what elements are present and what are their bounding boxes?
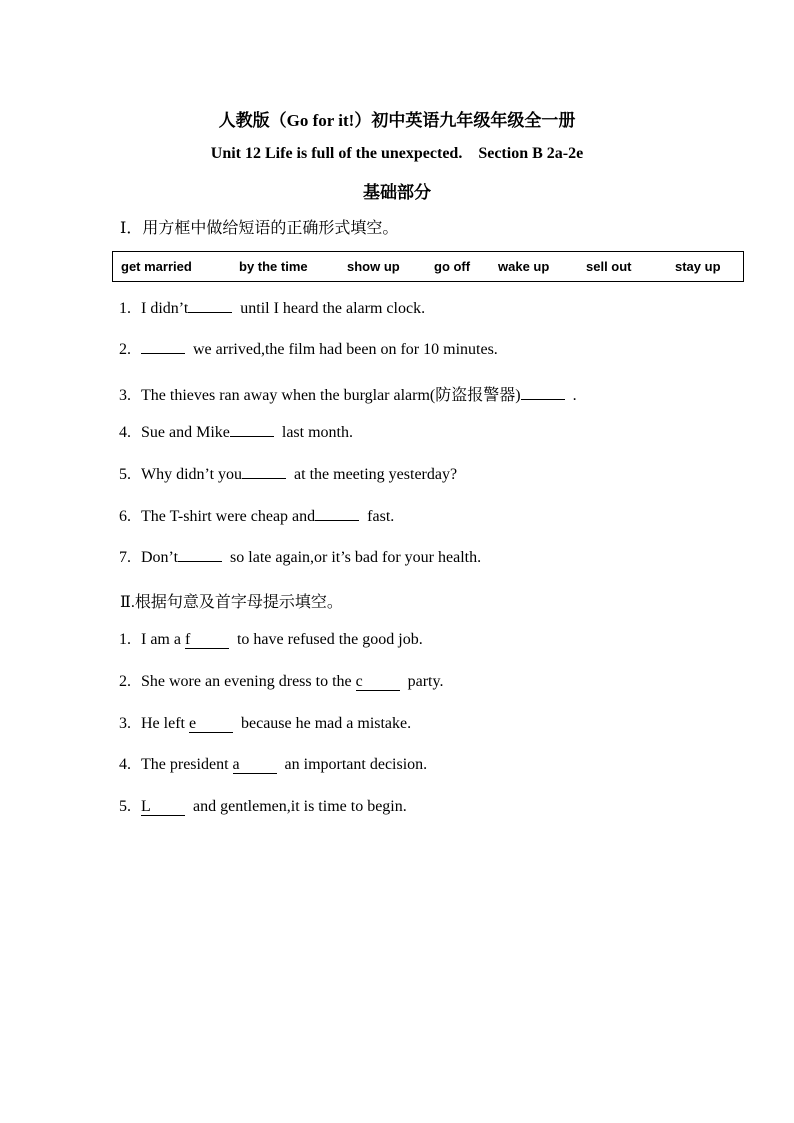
question-text-before: The T-shirt were cheap and bbox=[141, 508, 316, 525]
question-text-after: so late again,or it’s bad for your health. bbox=[230, 549, 482, 566]
question-number: 7. bbox=[119, 549, 131, 566]
question-number: 5. bbox=[119, 466, 131, 483]
phrase-item: go off bbox=[434, 259, 471, 274]
section1-instruction: Ⅰ．用方框中做给短语的正确形式填空。 bbox=[120, 220, 399, 237]
question-number: 3. bbox=[119, 715, 131, 732]
question-text-after: because he mad a mistake. bbox=[240, 715, 412, 732]
question-number: 3. bbox=[119, 387, 131, 404]
question-item bbox=[119, 423, 353, 442]
question-text-after: an important decision. bbox=[284, 756, 428, 773]
question-text-before: The thieves ran away when the burglar alarm(防盗报警器) bbox=[141, 387, 521, 404]
question-number: 2. bbox=[119, 673, 131, 690]
question-item bbox=[119, 798, 407, 816]
answer-blank[interactable] bbox=[141, 340, 185, 354]
phrase-item: sell out bbox=[586, 259, 632, 274]
question-text-before: He left bbox=[141, 715, 185, 732]
question-text-after: fast. bbox=[367, 508, 395, 525]
phrase-item: stay up bbox=[675, 259, 721, 274]
question-text-after: party. bbox=[407, 673, 444, 690]
question-text-before: Why didn’t you bbox=[141, 466, 243, 483]
question-text-after: to have refused the good job. bbox=[236, 631, 423, 648]
question-text-before: She wore an evening dress to the bbox=[141, 673, 352, 690]
question-item bbox=[119, 548, 481, 567]
question-text-after: . bbox=[572, 387, 577, 404]
letter-hint-blank[interactable]: e bbox=[189, 715, 233, 733]
unit-subtitle: Unit 12 Life is full of the unexpected. Section B 2a-2e bbox=[210, 145, 584, 162]
phrase-item: wake up bbox=[498, 259, 550, 274]
answer-blank[interactable] bbox=[242, 465, 286, 479]
phrase-box bbox=[112, 251, 744, 282]
question-item bbox=[119, 715, 411, 733]
question-item bbox=[119, 507, 394, 526]
answer-blank[interactable] bbox=[178, 548, 222, 562]
question-text-before: Sue and Mike bbox=[141, 424, 230, 441]
question-number: 6. bbox=[119, 508, 131, 525]
answer-blank[interactable] bbox=[230, 423, 274, 437]
question-item bbox=[119, 756, 427, 774]
question-number: 5. bbox=[119, 798, 131, 815]
question-text-after: at the meeting yesterday? bbox=[294, 466, 458, 483]
part-heading: 基础部分 bbox=[363, 183, 431, 202]
phrase-item: get married bbox=[121, 259, 192, 274]
question-text-after: last month. bbox=[281, 424, 353, 441]
question-item bbox=[119, 673, 443, 691]
letter-hint-blank[interactable]: c bbox=[356, 673, 400, 691]
question-text-before: I am a bbox=[141, 631, 181, 648]
question-text-before: Don’t bbox=[141, 549, 179, 566]
question-number: 1. bbox=[119, 631, 131, 648]
question-item bbox=[119, 340, 498, 359]
answer-blank[interactable] bbox=[188, 299, 232, 313]
question-number: 1. bbox=[119, 300, 131, 317]
letter-hint-blank[interactable]: f bbox=[185, 631, 229, 649]
question-item bbox=[119, 382, 577, 405]
question-number: 4. bbox=[119, 424, 131, 441]
question-text-after: and gentlemen,it is time to begin. bbox=[193, 798, 407, 815]
letter-hint-blank[interactable]: a bbox=[233, 756, 277, 774]
question-text-after: until I heard the alarm clock. bbox=[240, 300, 426, 317]
question-item bbox=[119, 631, 423, 649]
question-text-before: I didn’t bbox=[141, 300, 189, 317]
letter-hint-blank[interactable]: L bbox=[141, 798, 185, 816]
answer-blank[interactable] bbox=[315, 507, 359, 521]
question-item bbox=[119, 299, 425, 318]
question-number: 4. bbox=[119, 756, 131, 773]
question-item bbox=[119, 465, 457, 484]
phrase-item: show up bbox=[347, 259, 400, 274]
answer-blank[interactable] bbox=[521, 386, 565, 400]
question-number: 2. bbox=[119, 341, 131, 358]
section2-instruction: Ⅱ.根据句意及首字母提示填空。 bbox=[120, 594, 343, 611]
question-text-after: we arrived,the film had been on for 10 minutes. bbox=[193, 341, 498, 358]
phrase-item: by the time bbox=[239, 259, 308, 274]
worksheet-title: 人教版（Go for it!）初中英语九年级年级全一册 bbox=[218, 111, 576, 130]
question-text-before: The president bbox=[141, 756, 229, 773]
